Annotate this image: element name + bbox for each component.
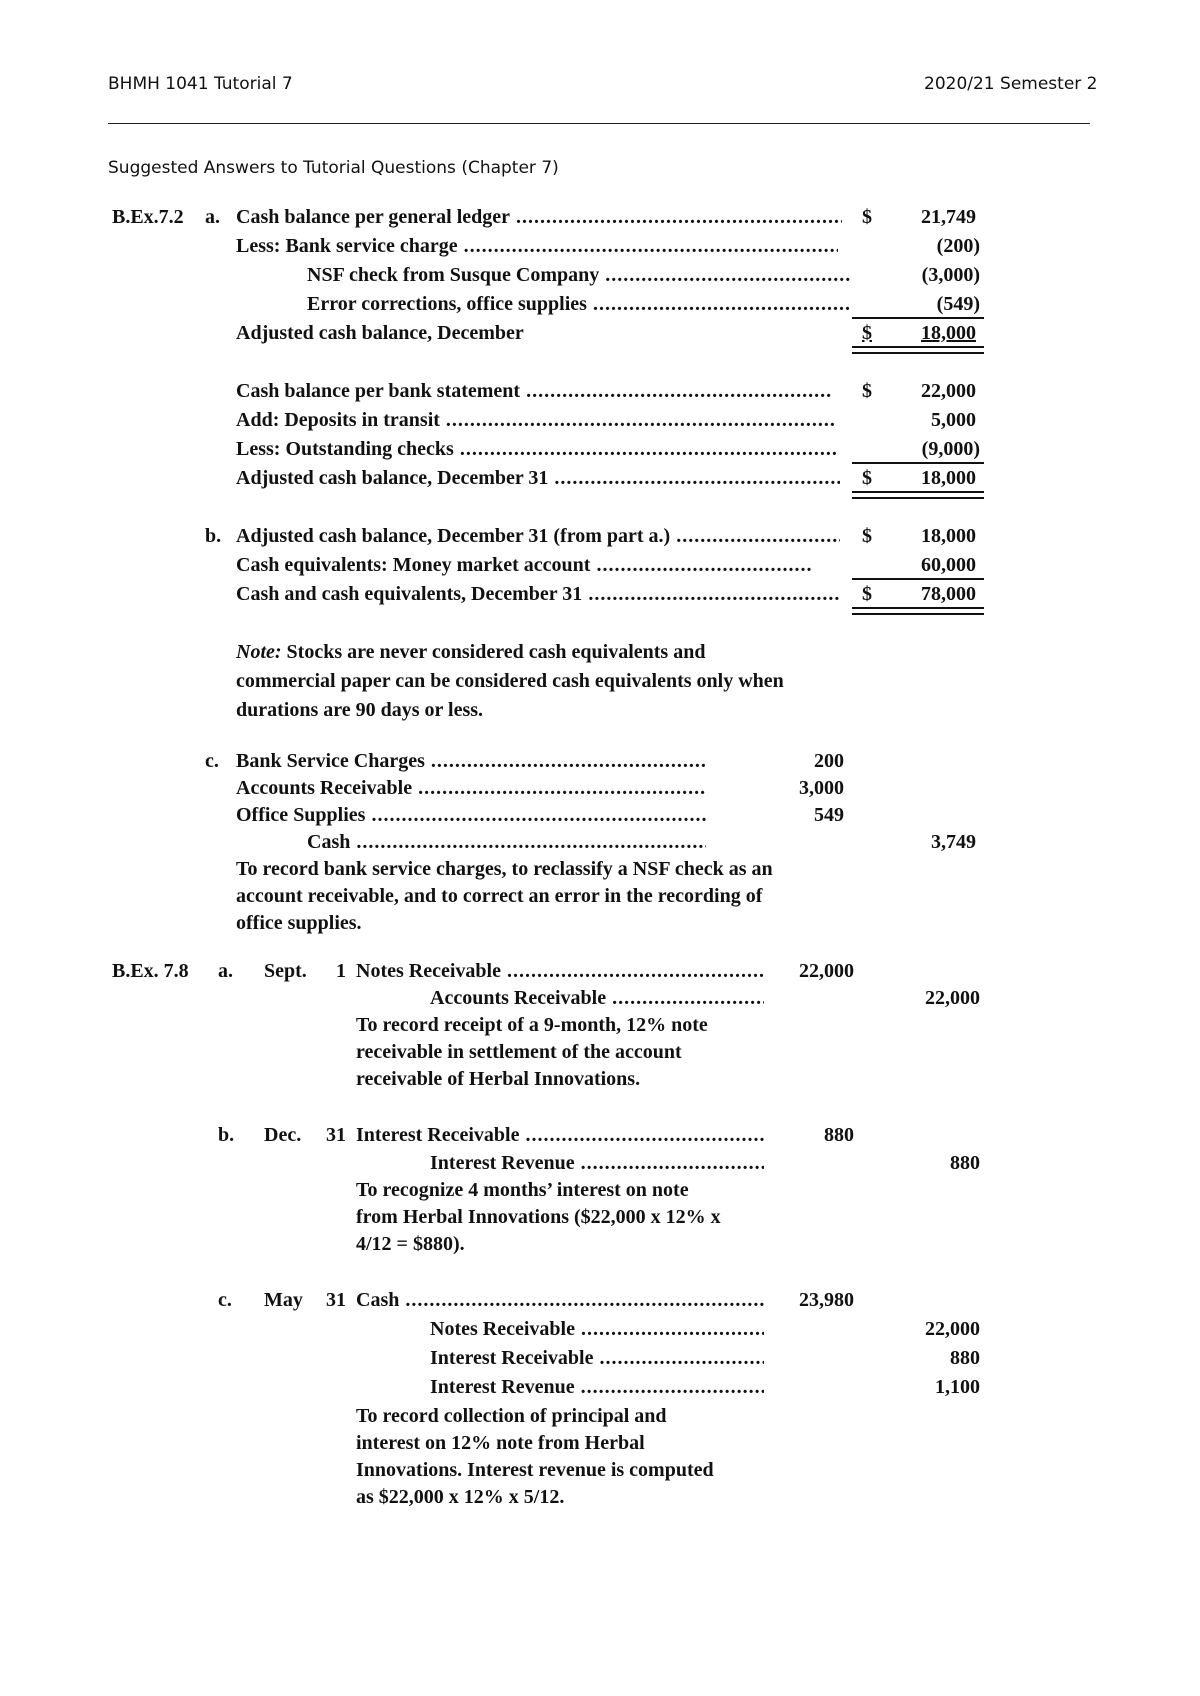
ledger-total-value: 18,000	[921, 322, 976, 344]
journal-explanation: To record receipt of a 9-month, 12% note	[356, 1014, 708, 1036]
bank-total-label: Adjusted cash balance, December 31 .....	[236, 467, 840, 490]
bex72-label: B.Ex.7.2	[112, 206, 184, 228]
ledger-row-label: NSF check from Susque Company .....	[307, 264, 851, 287]
entry-month: Sept.	[264, 960, 307, 982]
ledger-row-value: (200)	[936, 235, 980, 257]
journal-account: Notes Receivable .....	[356, 960, 764, 983]
journal-credit: 22,000	[925, 1318, 980, 1340]
journal-explanation: interest on 12% note from Herbal	[356, 1432, 645, 1454]
journal-explanation: office supplies.	[236, 912, 362, 934]
total-double-rule	[852, 491, 984, 499]
currency-sign: $	[862, 380, 872, 402]
total-double-rule	[852, 607, 984, 615]
currency-sign: $	[862, 322, 872, 344]
cash-eq-total-value: 78,000	[921, 583, 976, 605]
bank-row-label: Add: Deposits in transit .....	[236, 409, 836, 432]
bank-total-value: 18,000	[921, 467, 976, 489]
bex72-a-letter: a.	[205, 206, 220, 228]
cash-eq-row-value: 18,000	[921, 525, 976, 547]
currency-sign: $	[862, 206, 872, 228]
journal-credit: 22,000	[925, 987, 980, 1009]
header-right: 2020/21 Semester 2	[924, 74, 1098, 94]
journal-account: Office Supplies .....	[236, 804, 706, 827]
ledger-row-value: 21,749	[921, 206, 976, 228]
cash-eq-row-label: Cash equivalents: Money market account .....	[236, 554, 812, 577]
journal-credit: 3,749	[931, 831, 976, 853]
bex78-c-letter: c.	[218, 1289, 232, 1311]
journal-credit: 1,100	[935, 1376, 980, 1398]
journal-explanation: To recognize 4 months’ interest on note	[356, 1179, 689, 1201]
ledger-row-label: Less: Bank service charge .....	[236, 235, 838, 258]
cash-eq-row-value: 60,000	[921, 554, 976, 576]
entry-month: May	[264, 1289, 303, 1311]
page-title: Suggested Answers to Tutorial Questions (Chapter 7)	[108, 158, 559, 178]
subtotal-rule	[852, 317, 984, 319]
bex78-a-letter: a.	[218, 960, 233, 982]
ledger-row-value: (3,000)	[921, 264, 980, 286]
entry-month: Dec.	[264, 1124, 302, 1146]
ledger-row-label: Error corrections, office supplies .....	[307, 293, 851, 316]
ledger-row-value: (549)	[936, 293, 980, 315]
journal-account: Interest Revenue .....	[430, 1376, 764, 1399]
journal-credit: 880	[950, 1152, 980, 1174]
entry-day: 31	[326, 1124, 346, 1146]
journal-explanation: Innovations. Interest revenue is computed	[356, 1459, 714, 1481]
journal-account: Cash .....	[356, 1289, 764, 1312]
bank-row-value: 5,000	[931, 409, 976, 431]
note-line: durations are 90 days or less.	[236, 699, 484, 721]
journal-explanation: receivable in settlement of the account	[356, 1041, 682, 1063]
journal-explanation: To record collection of principal and	[356, 1405, 667, 1427]
journal-account: Bank Service Charges .....	[236, 750, 706, 773]
note-line: Note: Stocks are never considered cash equivalents and	[236, 641, 706, 663]
entry-day: 1	[336, 960, 346, 982]
cash-eq-total-label: Cash and cash equivalents, December 31 .....	[236, 583, 840, 606]
journal-explanation: account receivable, and to correct an error in the recording of	[236, 885, 763, 907]
total-double-rule	[852, 346, 984, 354]
bex78-b-letter: b.	[218, 1124, 235, 1146]
currency-sign: $	[862, 525, 872, 547]
journal-account: Accounts Receivable .....	[430, 987, 764, 1010]
journal-explanation: 4/12 = $880).	[356, 1233, 465, 1255]
journal-debit: 200	[814, 750, 844, 772]
ledger-row-label: Cash balance per general ledger .....	[236, 206, 842, 229]
journal-account: Interest Receivable .....	[356, 1124, 764, 1147]
subtotal-rule	[852, 578, 984, 580]
subtotal-rule	[852, 462, 984, 464]
journal-credit: 880	[950, 1347, 980, 1369]
journal-explanation: as $22,000 x 12% x 5/12.	[356, 1486, 565, 1508]
header-rule	[108, 123, 1090, 124]
bank-row-value: (9,000)	[921, 438, 980, 460]
journal-debit: 549	[814, 804, 844, 826]
journal-account: Interest Receivable .....	[430, 1347, 764, 1370]
currency-sign: $	[862, 583, 872, 605]
journal-explanation: receivable of Herbal Innovations.	[356, 1068, 641, 1090]
journal-account: Accounts Receivable .....	[236, 777, 706, 800]
bex78-label: B.Ex. 7.8	[112, 960, 189, 982]
journal-debit: 3,000	[799, 777, 844, 799]
bex72-b-letter: b.	[205, 525, 222, 547]
journal-account: Cash .....	[307, 831, 706, 854]
ledger-total-label: Adjusted cash balance, December	[236, 322, 524, 344]
entry-day: 31	[326, 1289, 346, 1311]
bank-row-value: 22,000	[921, 380, 976, 402]
bex72-c-letter: c.	[205, 750, 219, 772]
cash-eq-row-label: Adjusted cash balance, December 31 (from part a.) .....	[236, 525, 840, 548]
header-left: BHMH 1041 Tutorial 7	[108, 74, 293, 94]
note-label: Note:	[236, 641, 282, 663]
bank-row-label: Cash balance per bank statement .....	[236, 380, 832, 403]
note-line: commercial paper can be considered cash equivalents only when	[236, 670, 784, 692]
journal-debit: 23,980	[799, 1289, 854, 1311]
journal-account: Notes Receivable .....	[430, 1318, 764, 1341]
journal-account: Interest Revenue .....	[430, 1152, 764, 1175]
journal-explanation: To record bank service charges, to reclassify a NSF check as an	[236, 858, 773, 880]
journal-debit: 22,000	[799, 960, 854, 982]
journal-explanation: from Herbal Innovations ($22,000 x 12% x	[356, 1206, 721, 1228]
bank-row-label: Less: Outstanding checks .....	[236, 438, 836, 461]
currency-sign: $	[862, 467, 872, 489]
journal-debit: 880	[824, 1124, 854, 1146]
